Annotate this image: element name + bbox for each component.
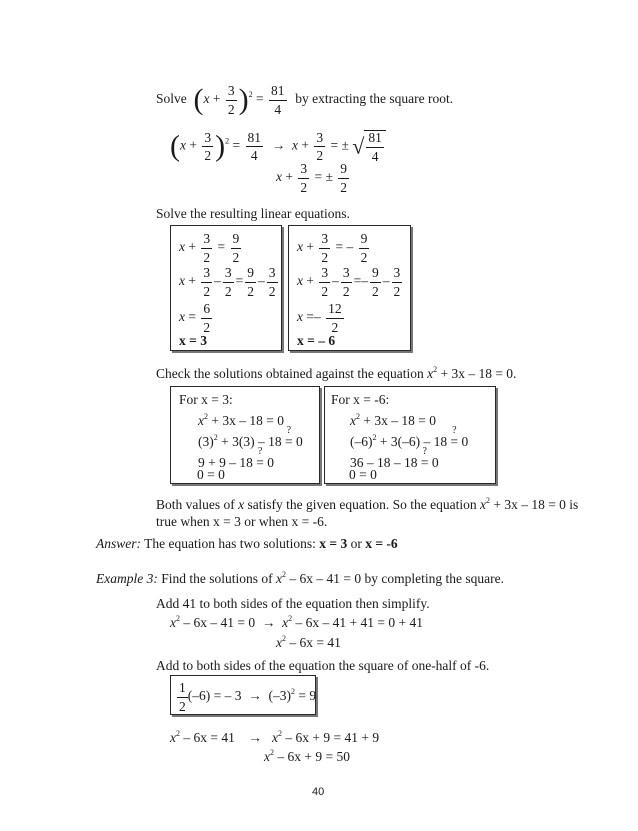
check-heading: Check the solutions obtained against the equation $x^2 + 3x - 18 = 0$. (156, 365, 517, 381)
square-root-icon: √ $\frac{81}{4}$ (352, 130, 386, 163)
paren-open: ( (193, 83, 204, 116)
solution-right: x = – 6 (297, 333, 336, 348)
linear-heading: Solve the resulting linear equations. (156, 206, 350, 221)
sqrt-step: (x + $\frac{3}{2}$ )$^2$ = $\frac{81}{4}$ → x + $\frac{3}{2}$ = ± √ $\frac{81}{4}$ (170, 130, 386, 163)
check-box-right: For x = -6: $x^2 + 3x - 18 = 0$ $(-6)^2 + 3(-6) - 18$ ? = 0 36 – 18 – 18 ? = 0 (324, 386, 496, 484)
linear-box-left: x + $\frac{3}{2}$ = $\frac{9}{2}$ x + $\frac{3}{2}$ – $\frac{3}{2}$ = $\frac{9}{2}$ – $\frac{3}{2}$ x = $\frac{6}{2}$ x = 3 (170, 225, 282, 351)
intro-line: Solve (x + $\frac{3}{2}$ )$^2$ = $\frac{81}{4}$ by extracting the square root. (156, 83, 454, 117)
fraction-81-4: $\frac{81}{4}$ (271, 83, 285, 117)
linear-box-right: x + $\frac{3}{2}$ = – $\frac{9}{2}$ x + $\frac{3}{2}$ – $\frac{3}{2}$ =– $\frac{9}{2}$ – $\frac{3}{2}$ x =– $\frac{12}{2}$ x = – 6 (288, 225, 411, 351)
arrow-icon: → (248, 688, 262, 704)
add41-instruction: Add 41 to both sides of the equation then simplify. (156, 596, 430, 611)
addsq-instruction: Add to both sides of the equation the square of one-half of -6. (156, 658, 490, 673)
half-square-box: $\frac{1}{2}$ (–6) = – $3 \to (-3)^2 = 9$ (170, 675, 316, 715)
check-box-left: For x = 3: $x^2 + 3x - 18 = 0$ $(3)^2 + 3(3) - 18$ ? = 0 9 + 9 – 18 ? = 0 (170, 386, 320, 484)
example3-heading: Example 3: Find the solutions of $x^2 - 6x - 41 = 0$ by completing the square. (96, 570, 504, 586)
conclusion-line-1: Both values of x satisfy the given equation. So the equation $x^2 + 3x - 18 = 0$ is (156, 496, 579, 512)
example3-eq3: $x^2 - 6x = 41$ → $x^2 - 6x + 9 = 41 + 9$ (170, 729, 380, 745)
solution-left: x = 3 (179, 333, 207, 348)
example3-eq1: $x^2 - 6x - 41 = 0 \to x^2 - 6x - 41 + 41 = 0 + 41$ (170, 614, 423, 630)
arrow-icon: → (261, 615, 276, 630)
page-number: 40 (312, 786, 325, 798)
arrow-icon: → (248, 730, 262, 745)
sqrt-result: x + $\frac{3}{2}$ = ± $\frac{9}{2}$ (276, 161, 348, 195)
answer-line: Answer: The equation has two solutions: x = 3 or x = -6 (96, 536, 398, 551)
conclusion-line-2: true when x = 3 or when x = -6. (156, 514, 328, 529)
example3-eq2: $x^2 - 6x = 41$ (276, 634, 341, 650)
example3-eq4: $x^2 - 6x + 9 = 50$ (264, 748, 350, 764)
fraction-3-2: $\frac{3}{2}$ (227, 83, 235, 117)
arrow-icon: → (271, 137, 286, 153)
